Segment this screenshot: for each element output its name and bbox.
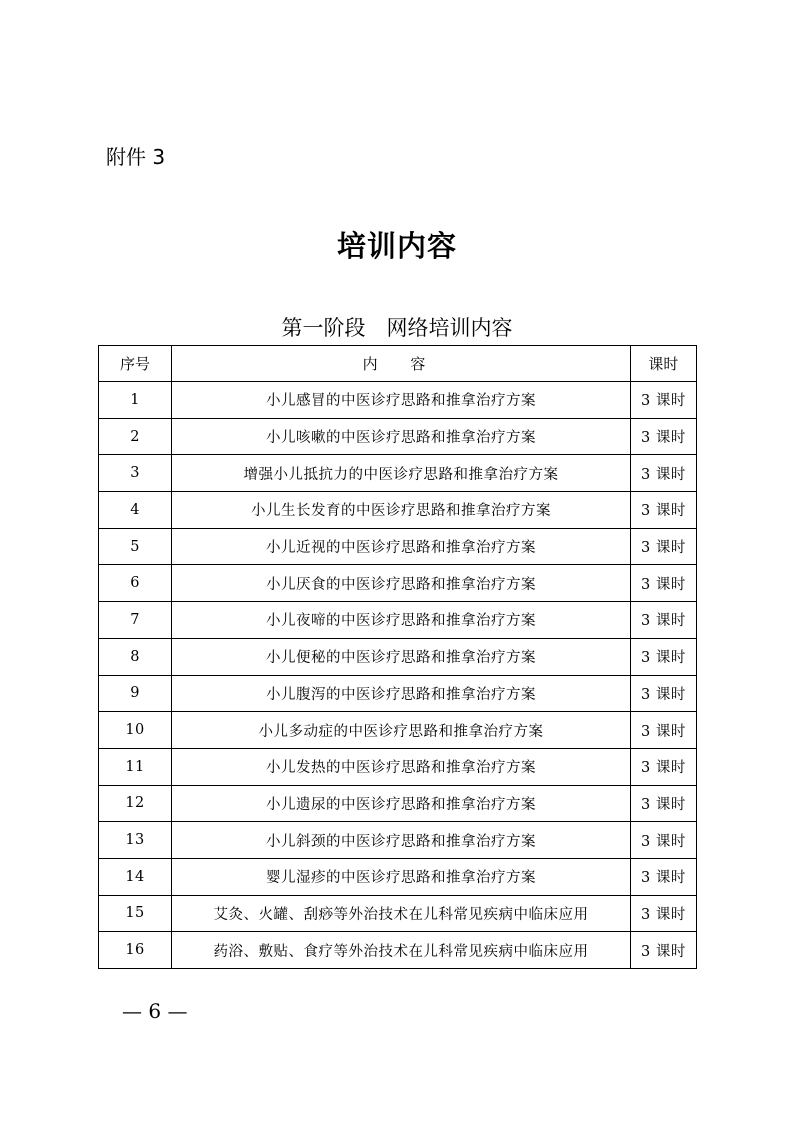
table-row [99, 492, 697, 529]
table-row [99, 382, 697, 419]
row-content: 小儿发热的中医诊疗思路和推拿治疗方案 [172, 748, 631, 785]
table-row [99, 418, 697, 455]
row-content: 小儿咳嗽的中医诊疗思路和推拿治疗方案 [172, 418, 631, 455]
row-content: 小儿厌食的中医诊疗思路和推拿治疗方案 [172, 565, 631, 602]
row-content: 小儿斜颈的中医诊疗思路和推拿治疗方案 [172, 822, 631, 859]
header-content: 内 容 [172, 346, 631, 382]
row-class-hours: 3 课时 [630, 492, 696, 529]
row-serial-number: 4 [99, 492, 172, 529]
row-content: 小儿便秘的中医诊疗思路和推拿治疗方案 [172, 638, 631, 675]
row-content: 小儿遗尿的中医诊疗思路和推拿治疗方案 [172, 785, 631, 822]
document-title: 培训内容 [336, 229, 457, 263]
row-content: 小儿多动症的中医诊疗思路和推拿治疗方案 [172, 712, 631, 749]
row-serial-number: 5 [99, 528, 172, 565]
row-serial-number: 8 [99, 638, 172, 675]
row-content: 小儿近视的中医诊疗思路和推拿治疗方案 [172, 528, 631, 565]
attachment-label: 附件 3 [106, 145, 166, 169]
row-content: 婴儿湿疹的中医诊疗思路和推拿治疗方案 [172, 858, 631, 895]
row-serial-number: 1 [99, 382, 172, 419]
row-serial-number: 14 [99, 858, 172, 895]
row-serial-number: 12 [99, 785, 172, 822]
row-class-hours: 3 课时 [630, 638, 696, 675]
table-row [99, 785, 697, 822]
table-row [99, 932, 697, 969]
header-class-hours: 课时 [630, 346, 696, 382]
row-content: 小儿夜啼的中医诊疗思路和推拿治疗方案 [172, 602, 631, 639]
row-serial-number: 10 [99, 712, 172, 749]
row-class-hours: 3 课时 [630, 418, 696, 455]
row-class-hours: 3 课时 [630, 675, 696, 712]
row-class-hours: 3 课时 [630, 712, 696, 749]
row-serial-number: 6 [99, 565, 172, 602]
table-row [99, 638, 697, 675]
row-serial-number: 3 [99, 455, 172, 492]
table-header-row [99, 346, 697, 382]
table-row [99, 675, 697, 712]
table-row [99, 602, 697, 639]
row-content: 药浴、敷贴、食疗等外治技术在儿科常见疾病中临床应用 [172, 932, 631, 969]
row-class-hours: 3 课时 [630, 822, 696, 859]
table-row [99, 748, 697, 785]
row-content: 小儿生长发育的中医诊疗思路和推拿治疗方案 [172, 492, 631, 529]
row-class-hours: 3 课时 [630, 455, 696, 492]
page-number: — 6 — [122, 999, 188, 1023]
row-class-hours: 3 课时 [630, 528, 696, 565]
row-content: 小儿感冒的中医诊疗思路和推拿治疗方案 [172, 382, 631, 419]
row-serial-number: 13 [99, 822, 172, 859]
row-class-hours: 3 课时 [630, 602, 696, 639]
table-row [99, 455, 697, 492]
row-content: 艾灸、火罐、刮痧等外治技术在儿科常见疾病中临床应用 [172, 895, 631, 932]
row-serial-number: 15 [99, 895, 172, 932]
row-serial-number: 16 [99, 932, 172, 969]
row-serial-number: 9 [99, 675, 172, 712]
row-serial-number: 11 [99, 748, 172, 785]
row-content: 增强小儿抵抗力的中医诊疗思路和推拿治疗方案 [172, 455, 631, 492]
row-class-hours: 3 课时 [630, 748, 696, 785]
table-row [99, 822, 697, 859]
row-class-hours: 3 课时 [630, 565, 696, 602]
training-content-table [98, 345, 697, 969]
row-serial-number: 2 [99, 418, 172, 455]
table-row [99, 565, 697, 602]
row-class-hours: 3 课时 [630, 382, 696, 419]
row-class-hours: 3 课时 [630, 785, 696, 822]
row-class-hours: 3 课时 [630, 895, 696, 932]
table-row [99, 528, 697, 565]
table-row [99, 895, 697, 932]
header-serial-number: 序号 [99, 346, 172, 382]
table-body [99, 382, 697, 969]
table-row [99, 858, 697, 895]
row-content: 小儿腹泻的中医诊疗思路和推拿治疗方案 [172, 675, 631, 712]
table-row [99, 712, 697, 749]
row-class-hours: 3 课时 [630, 858, 696, 895]
row-class-hours: 3 课时 [630, 932, 696, 969]
row-serial-number: 7 [99, 602, 172, 639]
section-title: 第一阶段 网络培训内容 [281, 316, 513, 340]
